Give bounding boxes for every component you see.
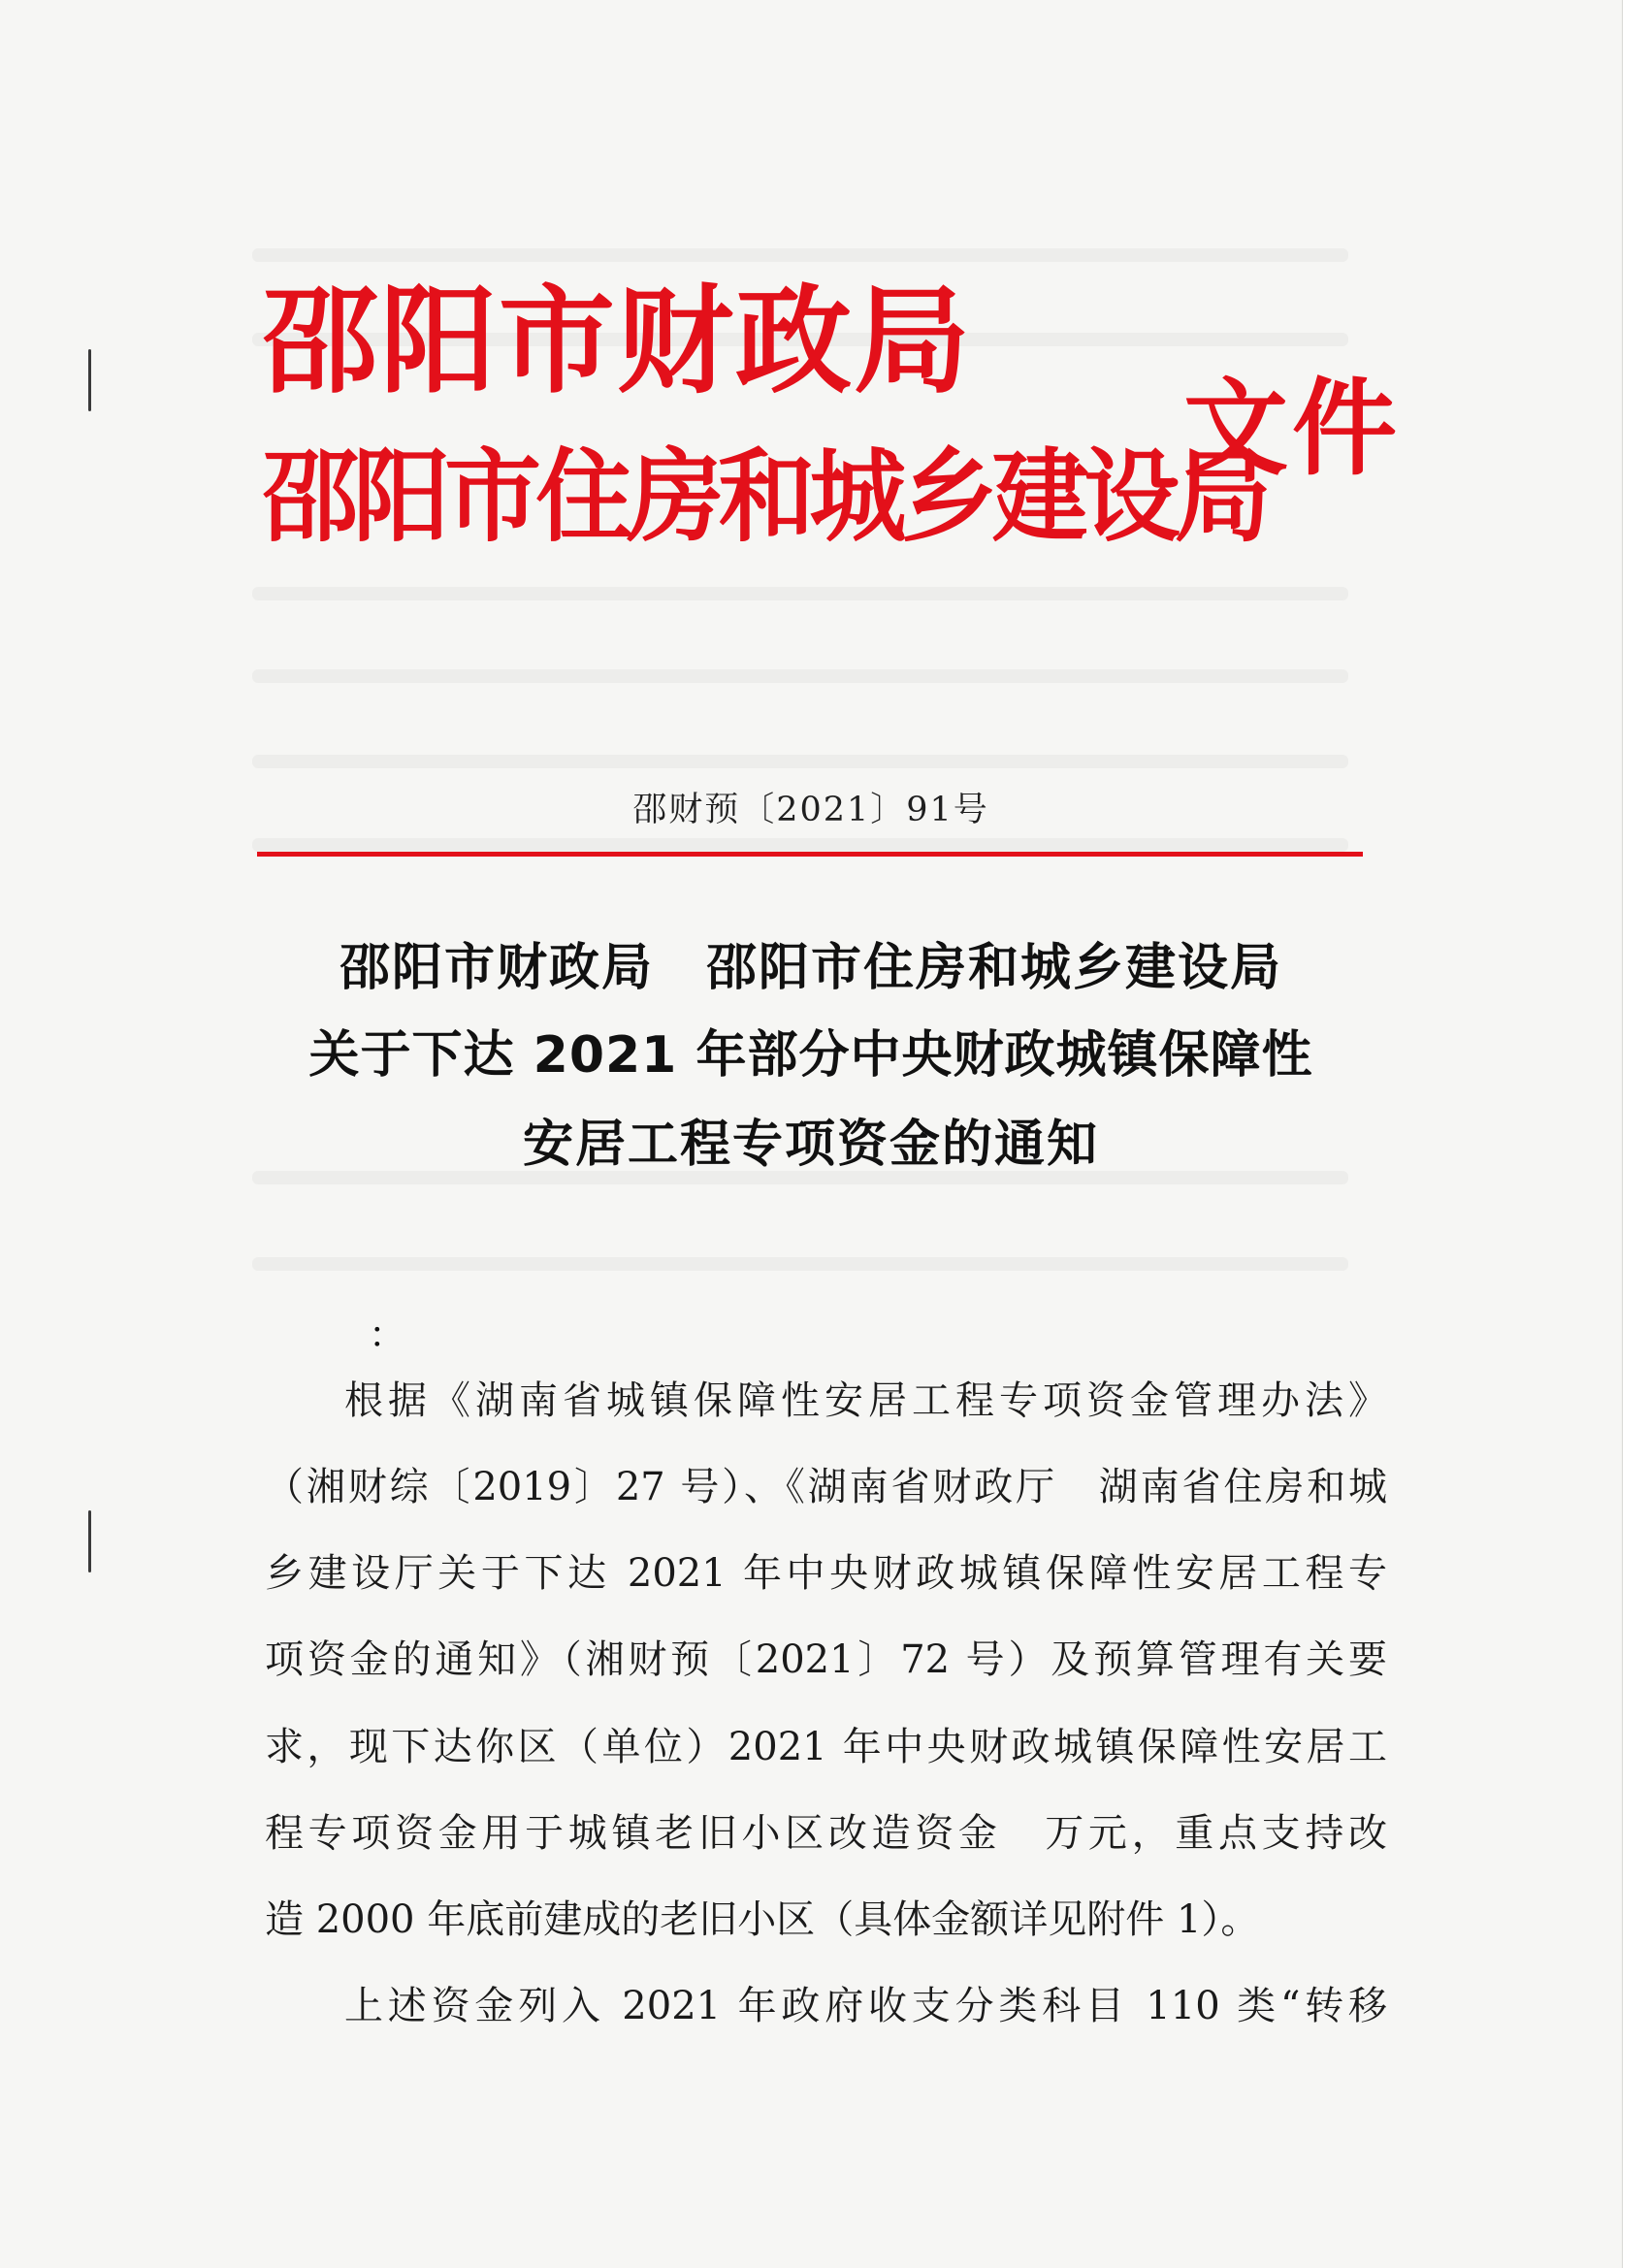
notice-title-line-1: 邵阳市财政局 邵阳市住房和城乡建设局 bbox=[339, 939, 1282, 997]
staple-mark-bottom bbox=[88, 1510, 91, 1572]
notice-title-line-2: 关于下达 2021 年部分中央财政城镇保障性 bbox=[308, 1026, 1313, 1085]
show-through-mark bbox=[252, 838, 1348, 852]
masthead-org-finance: 邵阳市财政局 bbox=[262, 273, 972, 409]
masthead bbox=[262, 262, 1426, 611]
masthead-document-label: 文件 bbox=[1183, 368, 1402, 490]
show-through-mark bbox=[252, 755, 1348, 768]
body-text-line: 乡建设厅关于下达 2021 年中央财政城镇保障性安居工程专 bbox=[265, 1551, 1387, 1596]
body-text-line: 上述资金列入 2021 年政府收支分类科目 110 类“转移 bbox=[344, 1984, 1387, 2028]
red-divider-line bbox=[257, 852, 1363, 857]
show-through-mark bbox=[252, 248, 1348, 262]
body-text-line: 项资金的通知》（湘财预〔2021〕72 号）及预算管理有关要 bbox=[265, 1637, 1387, 1682]
show-through-mark bbox=[252, 669, 1348, 683]
body-text-line: 根据《湖南省城镇保障性安居工程专项资金管理办法》 bbox=[344, 1378, 1387, 1423]
document-number: 邵财预〔2021〕91号 bbox=[632, 791, 989, 829]
masthead-org-housing: 邵阳市住房和城乡建设局 bbox=[262, 437, 1266, 556]
body-text-line: 程专项资金用于城镇老旧小区改造资金 万元，重点支持改 bbox=[265, 1811, 1387, 1856]
show-through-mark bbox=[252, 1257, 1348, 1271]
body-text-line: 求，现下达你区（单位）2021 年中央财政城镇保障性安居工 bbox=[265, 1725, 1387, 1769]
body-text-line: （湘财综〔2019〕27 号）、《湖南省财政厅 湖南省住房和城 bbox=[265, 1465, 1387, 1509]
notice-title-line-3: 安居工程专项资金的通知 bbox=[522, 1116, 1099, 1174]
recipient-salutation: ： bbox=[369, 1313, 406, 1356]
body-text-line: 造 2000 年底前建成的老旧小区（具体金额详见附件 1）。 bbox=[265, 1897, 1260, 1942]
staple-mark-top bbox=[88, 349, 91, 411]
